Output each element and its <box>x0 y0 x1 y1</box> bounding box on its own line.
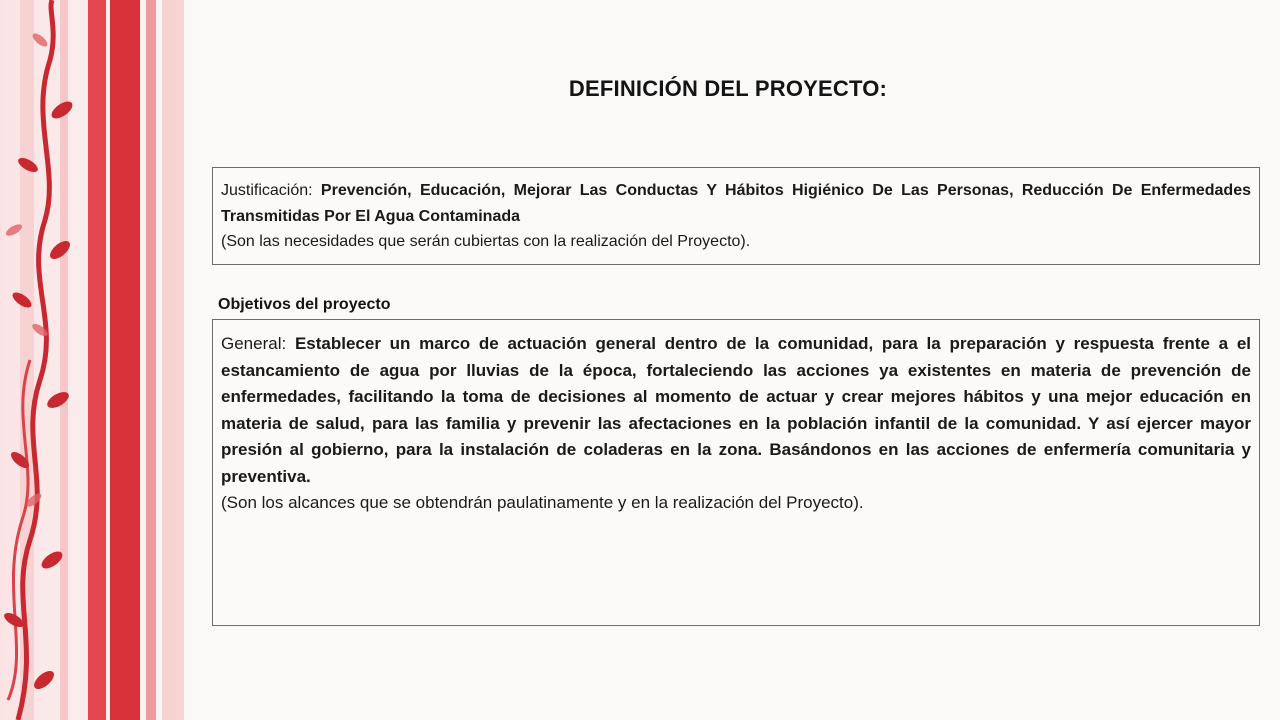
justification-paragraph <box>221 178 1251 229</box>
justification-label: Justificación: <box>221 182 321 199</box>
justification-text: Prevención, Educación, Mejorar Las Conductas Y Hábitos Higiénico De Las Personas, Reducción De Enfermedades Transmitidas Por El Agua Contaminada <box>221 182 1251 225</box>
floral-border-decoration <box>0 0 200 720</box>
justification-note: (Son las necesidades que serán cubiertas con la realización del Proyecto). <box>221 233 751 250</box>
general-objective-box <box>212 319 1260 626</box>
general-objective-note: (Son los alcances que se obtendrán paulatinamente y en la realización del Proyecto). <box>221 493 864 512</box>
general-objective-paragraph <box>221 331 1251 490</box>
page-title: DEFINICIÓN DEL PROYECTO: <box>568 76 888 101</box>
general-label: General: <box>221 334 295 353</box>
objectives-heading: Objetivos del proyecto <box>218 296 391 313</box>
justification-box <box>212 167 1260 265</box>
general-text: Establecer un marco de actuación general dentro de la comunidad, para la preparación y respuesta frente a el estancamiento de agua por lluvias de la época, fortaleciendo las acciones ya existentes en materia de prevención de enfermedades, facilitando la toma de decisiones al momento de actuar y crear mejores hábitos y una mejor educación en materia de salud, para las familia y prevenir las afectaciones en la población infantil de la comunidad. Y así ejercer mayor presión al gobierno, para la instalación de coladeras en la zona. Basándonos en las acciones de enfermería comunitaria y preventiva. <box>221 334 1251 486</box>
